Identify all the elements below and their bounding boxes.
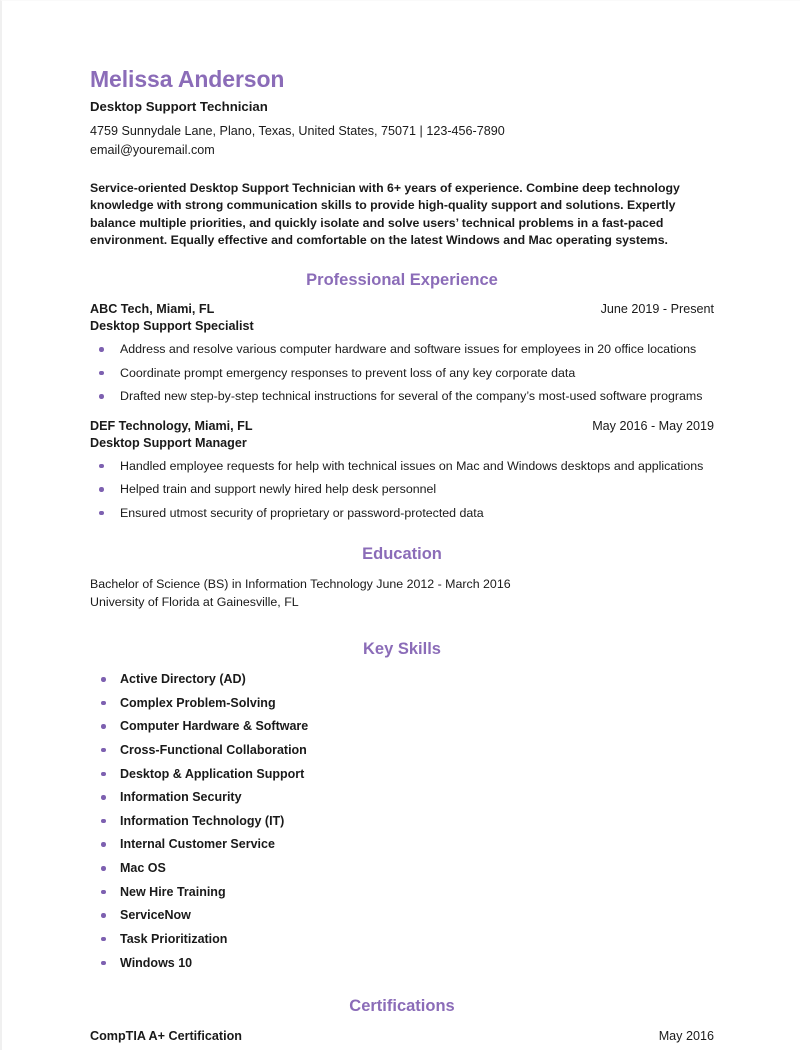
contact-email: email@youremail.com xyxy=(90,143,215,158)
contact-address: 4759 Sunnydale Lane, Plano, Texas, United States, 75071 | 123-456-7890 xyxy=(90,123,505,138)
section-heading-education: Education xyxy=(362,545,442,564)
section-heading-skills: Key Skills xyxy=(363,640,441,659)
experience-bullet: Handled employee requests for help with technical issues on Mac and Windows desktops and applications xyxy=(90,458,714,475)
resume-content xyxy=(90,67,714,1045)
experience-company: DEF Technology, Miami, FL xyxy=(90,418,253,433)
experience-bullet: Drafted new step-by-step technical instructions for several of the company’s most-used software programs xyxy=(90,388,714,405)
skill-item: Task Prioritization xyxy=(90,931,714,948)
skill-item: Internal Customer Service xyxy=(90,836,714,853)
skill-item: Computer Hardware & Software xyxy=(90,718,714,735)
experience-bullet-list xyxy=(90,341,714,405)
experience-company: ABC Tech, Miami, FL xyxy=(90,302,215,317)
skill-item: Complex Problem-Solving xyxy=(90,695,714,712)
skill-item: Information Security xyxy=(90,789,714,806)
experience-role: Desktop Support Manager xyxy=(90,435,247,450)
experience-bullet: Helped train and support newly hired help desk personnel xyxy=(90,481,714,498)
professional-summary: Service-oriented Desktop Support Technician with 6+ years of experience. Combine deep technology knowledge with strong communication skills to provide high-quality support and solutions. Expertly balance multiple priorities, and quickly isolate and solve users’ technical problems in a fast-paced environment. Equally effective and comfortable on the latest Windows and Mac operating systems. xyxy=(90,180,680,248)
experience-dates: June 2019 - Present xyxy=(600,302,714,317)
experience-bullet: Ensured utmost security of proprietary or password-protected data xyxy=(90,505,714,522)
experience-bullet: Address and resolve various computer hardware and software issues for employees in 20 office locations xyxy=(90,341,714,358)
experience-bullet-list xyxy=(90,458,714,522)
experience-header-row xyxy=(90,301,714,318)
skill-item: Desktop & Application Support xyxy=(90,766,714,783)
skills-list xyxy=(90,671,714,971)
skill-item: Active Directory (AD) xyxy=(90,671,714,688)
skill-item: New Hire Training xyxy=(90,884,714,901)
education-institution: University of Florida at Gainesville, FL xyxy=(90,595,299,610)
certification-entry xyxy=(90,1028,714,1045)
skill-item: Cross-Functional Collaboration xyxy=(90,742,714,759)
candidate-title: Desktop Support Technician xyxy=(90,99,268,115)
skill-item: Windows 10 xyxy=(90,955,714,972)
experience-header-row xyxy=(90,418,714,435)
skill-item: ServiceNow xyxy=(90,907,714,924)
experience-dates: May 2016 - May 2019 xyxy=(592,418,714,433)
certification-date: May 2016 xyxy=(658,1028,714,1043)
certification-name: CompTIA A+ Certification xyxy=(90,1028,242,1043)
section-heading-certifications: Certifications xyxy=(349,997,455,1016)
skill-item: Mac OS xyxy=(90,860,714,877)
experience-role: Desktop Support Specialist xyxy=(90,319,254,334)
section-heading-experience: Professional Experience xyxy=(306,270,498,289)
skill-item: Information Technology (IT) xyxy=(90,813,714,830)
experience-bullet: Coordinate prompt emergency responses to prevent loss of any key corporate data xyxy=(90,365,714,382)
experience-entry xyxy=(90,418,714,522)
candidate-name: Melissa Anderson xyxy=(90,66,285,92)
education-degree: Bachelor of Science (BS) in Information Technology June 2012 - March 2016 xyxy=(90,577,511,592)
experience-entry xyxy=(90,301,714,405)
